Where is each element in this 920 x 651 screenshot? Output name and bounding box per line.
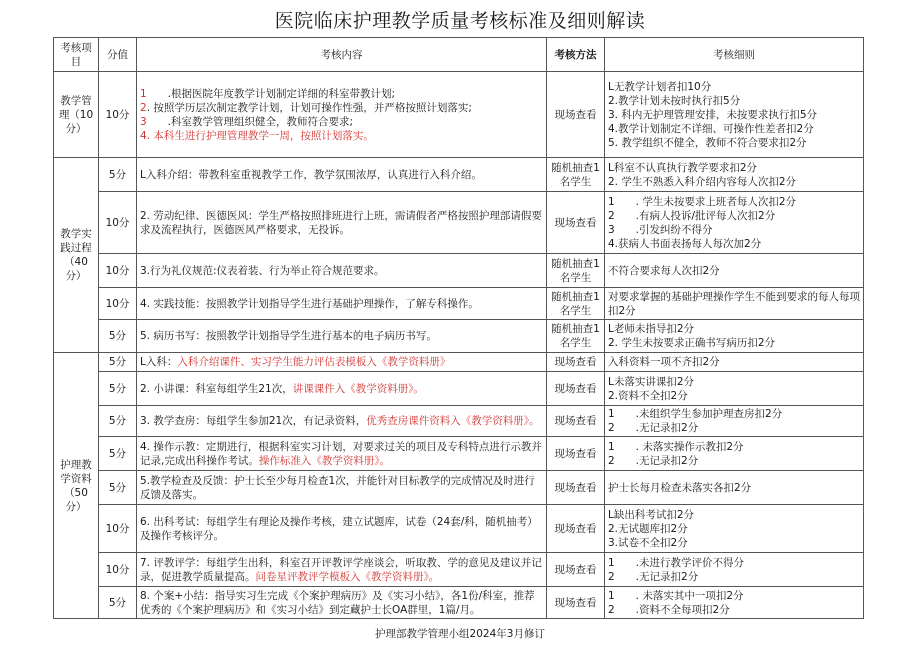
detail-cell (605, 158, 864, 192)
score-cell (99, 406, 137, 437)
table-row (54, 254, 864, 288)
detail-cell (605, 288, 864, 320)
section-item (54, 353, 99, 619)
content-line (140, 355, 543, 369)
method-cell (547, 505, 605, 553)
method-value: 现场查看 (554, 382, 597, 395)
method-cell (547, 72, 605, 158)
method-value: 现场查看 (554, 415, 597, 427)
score-cell (99, 372, 137, 406)
content-text: L入科介绍：带教科室重视教学工作，教学氛围浓厚，认真进行入科介绍。 (140, 168, 482, 181)
table-row (54, 72, 864, 158)
detail-cell (605, 406, 864, 437)
method-value: 现场查看 (554, 481, 597, 494)
score-cell (99, 437, 137, 471)
score-value: 10分 (105, 297, 130, 310)
content-line (140, 87, 543, 101)
detail-line: 2. 学生不熟悉入科介绍内容每人次扣2分 (608, 175, 797, 188)
content-cell (137, 471, 547, 505)
header-method: 考核方法 (547, 38, 605, 72)
detail-line: 2 .有病人投诉/批评每人次扣2分 (608, 209, 776, 222)
content-text: 5.教学检查及反馈：护士长至少每月检查1次，并能针对目标教学的完成情况及时进行反馈及落实。 (140, 474, 535, 501)
content-text: 4. 本科生进行护理管理教学一周，按照计划落实。 (140, 129, 374, 142)
content-text: 3.行为礼仪规范:仪表着装、行为举止符合规范要求。 (140, 264, 385, 277)
table-row (54, 372, 864, 406)
detail-cell (605, 553, 864, 587)
content-line (140, 474, 543, 502)
method-cell (547, 553, 605, 587)
content-highlight: 讲课课件入《教学资料册》。 (292, 382, 424, 395)
content-text: 3 .科室教学管理组织健全，教师符合要求; (140, 115, 354, 128)
detail-cell (605, 587, 864, 619)
method-value: 随机抽查1名学生 (551, 290, 600, 317)
score-value: 5分 (108, 382, 127, 395)
score-value: 5分 (108, 356, 127, 368)
detail-line: 3. 科内无护理管理安排，未按要求执行扣5分 (608, 108, 818, 121)
detail-line: 2.资料不全扣2分 (608, 389, 688, 402)
score-cell (99, 158, 137, 192)
detail-line: L无教学计划者扣10分 (608, 80, 712, 93)
content-text: L入科： (140, 356, 178, 368)
score-value: 10分 (105, 108, 130, 121)
page-title: 医院临床护理教学质量考核标准及细则解读 (274, 10, 646, 32)
score-value: 10分 (105, 216, 130, 229)
detail-line: 入科资料一项不齐扣2分 (608, 356, 720, 368)
detail-line: 2 .无记录扣2分 (608, 454, 699, 467)
method-cell (547, 192, 605, 254)
method-value: 现场查看 (554, 216, 597, 229)
content-cell (137, 437, 547, 471)
detail-line: 2.无试题库扣2分 (608, 522, 688, 535)
section-item-label: 教学实践过程（40分） (60, 228, 92, 282)
content-line (140, 589, 543, 617)
detail-line: L老师未指导扣2分 (608, 323, 695, 335)
header-item: 考核项目 (54, 38, 99, 72)
method-cell (547, 587, 605, 619)
content-text: 2. 劳动纪律、医德医风：学生严格按照排班进行上班，需请假者严格按照护理部请假要求及流程执行，医德医风严格要求，无投诉。 (140, 209, 542, 236)
section-item (54, 158, 99, 353)
detail-line: 护士长每月检查未落实各扣2分 (608, 481, 752, 494)
detail-line: 4.获病人书面表扬每人每次加2分 (608, 237, 762, 250)
detail-line: L科室不认真执行教学要求扣2分 (608, 161, 758, 174)
detail-line: 2. 学生未按要求正确书写病历扣2分 (608, 337, 776, 349)
content-highlight: 问卷星评教评学模板入《教学资料册》。 (255, 570, 440, 583)
detail-cell (605, 320, 864, 353)
detail-line: 5. 教学组织不健全，教师不符合要求扣2分 (608, 136, 807, 149)
content-text: 4. 操作示教：定期进行，根据科室实习计划，对要求过关的项目及专科特点进行示教并记录,完成出科操作考试。 (140, 440, 542, 467)
content-cell (137, 192, 547, 254)
detail-cell (605, 471, 864, 505)
content-line (140, 440, 543, 468)
content-highlight: 操作标准入《教学资料册》。 (258, 454, 391, 467)
method-value: 现场查看 (554, 563, 597, 576)
method-value: 随机抽查1名学生 (551, 323, 600, 349)
content-highlight: 入科介绍课件、实习学生能力评估表模板入《教学资料册》 (177, 356, 451, 368)
content-text: 8. 个案+小结：指导实习生完成《个案护理病历》及《实习小结》，各1份/科室，推荐优秀的《个案护理病历》和《实习小结》到定藏护士长OA群里，1篇/月。 (140, 589, 535, 616)
score-cell (99, 72, 137, 158)
table-row (54, 553, 864, 587)
detail-cell (605, 192, 864, 254)
content-line (140, 414, 543, 428)
content-cell (137, 254, 547, 288)
table-body (54, 72, 864, 619)
detail-line: 3 .引发纠纷不得分 (608, 223, 713, 236)
content-line (140, 264, 543, 278)
table-row (54, 353, 864, 372)
content-line (140, 329, 543, 343)
content-line (140, 297, 543, 311)
content-cell (137, 158, 547, 192)
revision-note: 护理部教学管理小组2024年3月修订 (375, 628, 545, 640)
detail-line: 2 .无记录扣2分 (608, 570, 699, 583)
detail-cell (605, 372, 864, 406)
detail-line: 1 .未组织学生参加护理查房扣2分 (608, 408, 783, 420)
score-value: 5分 (108, 168, 127, 181)
score-value: 5分 (108, 596, 127, 609)
content-line (140, 115, 543, 129)
detail-cell (605, 353, 864, 372)
detail-line: 1 . 未落实操作示教扣2分 (608, 440, 744, 453)
detail-line: 2 .资料不全每项扣2分 (608, 603, 730, 616)
detail-line: 1 .未进行教学评价不得分 (608, 556, 745, 569)
content-line (140, 556, 543, 584)
method-value: 现场查看 (554, 356, 597, 368)
table-row (54, 471, 864, 505)
table-header-row (54, 38, 864, 72)
method-cell (547, 372, 605, 406)
method-value: 现场查看 (554, 596, 597, 609)
method-value: 随机抽查1名学生 (551, 257, 600, 284)
detail-line: 4.教学计划制定不详细、可操作性差者扣2分 (608, 122, 814, 135)
score-cell (99, 505, 137, 553)
method-cell (547, 353, 605, 372)
content-cell (137, 372, 547, 406)
score-cell (99, 288, 137, 320)
method-value: 现场查看 (554, 447, 597, 460)
content-line (140, 101, 543, 115)
detail-line: 1 . 未落实其中一项扣2分 (608, 589, 744, 602)
score-cell (99, 471, 137, 505)
content-text: 2. 小讲课：科室每组学生21次， (140, 382, 293, 395)
detail-line: L未落实讲课扣2分 (608, 375, 695, 388)
detail-line: 2 .无记录扣2分 (608, 422, 699, 434)
method-cell (547, 254, 605, 288)
method-cell (547, 437, 605, 471)
content-text: 6. 出科考试：每组学生有理论及操作考核，建立试题库，试卷（24套/科，随机抽考）及操作考核评分。 (140, 515, 538, 542)
detail-cell (605, 437, 864, 471)
content-cell (137, 72, 547, 158)
header-detail: 考核细则 (605, 38, 864, 72)
score-cell (99, 587, 137, 619)
detail-cell (605, 72, 864, 158)
content-text: 4. 实践技能：按照教学计划指导学生进行基础护理操作，了解专科操作。 (140, 297, 479, 310)
method-value: 现场查看 (554, 522, 597, 535)
method-cell (547, 288, 605, 320)
content-text: 2. 按照学历层次制定教学计划，计划可操作性强，并严格按照计划落实; (140, 101, 472, 114)
detail-line: 1 . 学生未按要求上班者每人次扣2分 (608, 195, 797, 208)
method-cell (547, 471, 605, 505)
content-cell (137, 587, 547, 619)
detail-line: 2.教学计划未按时执行扣5分 (608, 94, 741, 107)
table-row (54, 158, 864, 192)
section-item-label: 护理教学资料（50分） (60, 458, 92, 513)
score-value: 5分 (108, 330, 127, 342)
detail-cell (605, 505, 864, 553)
method-cell (547, 320, 605, 353)
content-text: 3. 教学查房：每组学生参加21次，有记录资料， (140, 415, 367, 427)
content-text: 1 .根据医院年度教学计划制定详细的科室带教计划; (140, 87, 396, 100)
table-row (54, 505, 864, 553)
content-cell (137, 505, 547, 553)
table-row (54, 320, 864, 353)
header-content: 考核内容 (137, 38, 547, 72)
score-cell (99, 254, 137, 288)
score-cell (99, 353, 137, 372)
method-cell (547, 158, 605, 192)
content-line (140, 382, 543, 396)
detail-line: L缺出科考试扣2分 (608, 508, 695, 521)
content-cell (137, 553, 547, 587)
header-score: 分值 (99, 38, 137, 72)
section-item-label: 教学管理（10分） (58, 94, 94, 135)
detail-line: 3.试卷不全扣2分 (608, 536, 688, 549)
content-line (140, 168, 543, 182)
table-row (54, 437, 864, 471)
content-highlight: 优秀查房课件资料入《教学资料册》。 (366, 415, 540, 427)
score-value: 5分 (108, 447, 127, 460)
assessment-table (53, 37, 864, 619)
content-line (140, 209, 543, 237)
content-line (140, 515, 543, 543)
score-cell (99, 192, 137, 254)
score-cell (99, 320, 137, 353)
table-row (54, 288, 864, 320)
content-cell (137, 353, 547, 372)
score-cell (99, 553, 137, 587)
content-cell (137, 288, 547, 320)
content-text: 5. 病历书写：按照教学计划指导学生进行基本的电子病历书写。 (140, 330, 437, 342)
method-value: 现场查看 (554, 108, 597, 121)
table-row (54, 192, 864, 254)
detail-line: 对要求掌握的基础护理操作学生不能到要求的每人每项扣2分 (608, 290, 860, 317)
table-row (54, 406, 864, 437)
method-cell (547, 406, 605, 437)
content-text: 7. 评教评学：每组学生出科，科室召开评教评学座谈会，听取教、学的意见及建议并记录，促进教学质量提高。 (140, 556, 542, 583)
score-value: 5分 (108, 481, 127, 494)
table-row (54, 587, 864, 619)
detail-line: 不符合要求每人次扣2分 (608, 264, 720, 277)
method-value: 随机抽查1名学生 (551, 161, 600, 188)
score-value: 10分 (105, 264, 130, 277)
content-cell (137, 320, 547, 353)
score-value: 5分 (108, 415, 127, 427)
score-value: 10分 (105, 563, 130, 576)
section-item (54, 72, 99, 158)
detail-cell (605, 254, 864, 288)
content-line (140, 129, 543, 143)
content-cell (137, 406, 547, 437)
score-value: 10分 (105, 522, 130, 535)
